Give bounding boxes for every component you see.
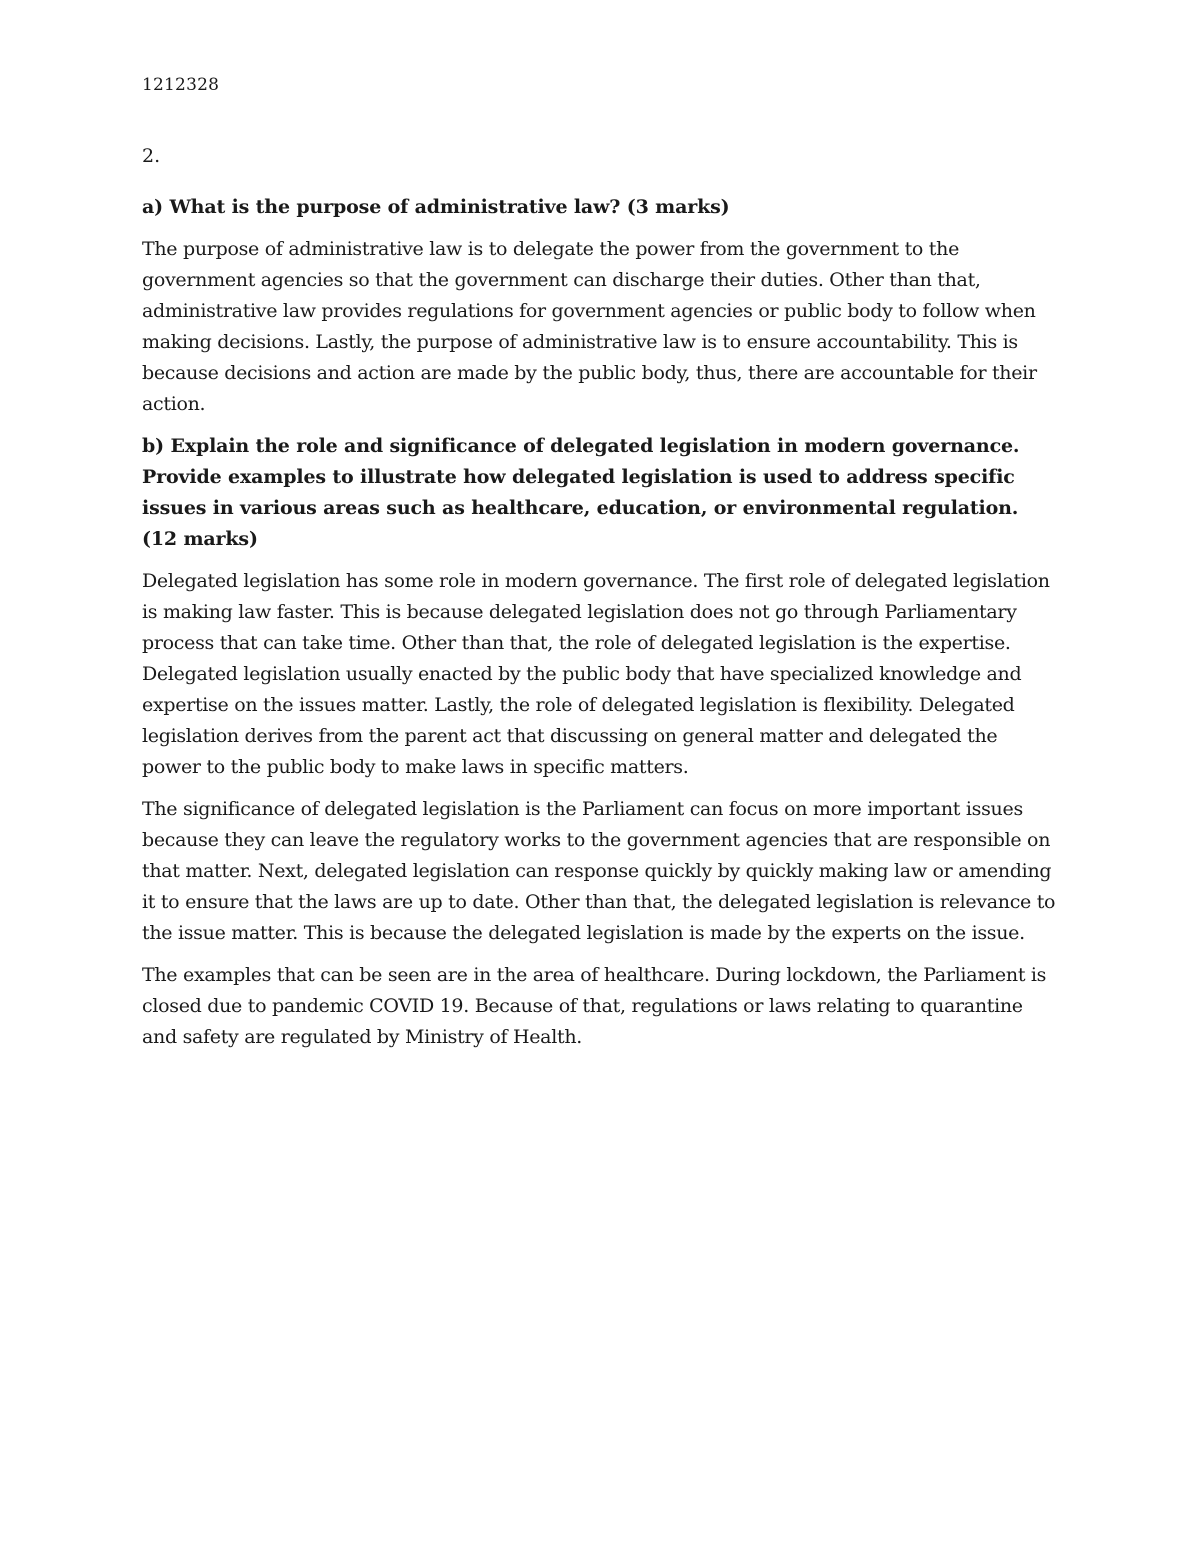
answer-b-paragraph-3: The examples that can be seen are in the area of healthcare. During lockdown, the Parliament is closed due to pandemic COVID 19. Because of that, regulations or laws relating to quarantine and safety are regulated by Ministry of Health. <box>142 964 1047 1048</box>
question-a: a) What is the purpose of administrative law? (3 marks) <box>142 196 730 218</box>
answer-a: The purpose of administrative law is to delegate the power from the government to the government agencies so that the government can discharge their duties. Other than that, administrative law provides regulations for government agencies or public body to follow when making decisions. Lastly, the purpose of administrative law is to ensure accountability. This is because decisions and action are made by the public body, thus, there are accountable for their action. <box>142 238 1037 415</box>
document-body <box>142 143 1057 1064</box>
answer-b-paragraph-1: Delegated legislation has some role in modern governance. The first role of delegated legislation is making law faster. This is because delegated legislation does not go through Parliamentary process that can take time. Other than that, the role of delegated legislation is the expertise. Delegated legislation usually enacted by the public body that have specialized knowledge and expertise on the issues matter. Lastly, the role of delegated legislation is flexibility. Delegated legislation derives from the parent act that discussing on general matter and delegated the power to the public body to make laws in specific matters. <box>142 570 1050 778</box>
question-b: b) Explain the role and significance of delegated legislation in modern governance. Provide examples to illustrate how delegated legislation is used to address specific issues in various areas such as healthcare, education, or environmental regulation. (12 marks) <box>142 435 1020 550</box>
question-number: 2. <box>142 145 161 167</box>
answer-b-paragraph-2: The significance of delegated legislation is the Parliament can focus on more important issues because they can leave the regulatory works to the government agencies that are responsible on that matter. Next, delegated legislation can response quickly by quickly making law or amending it to ensure that the laws are up to date. Other than that, the delegated legislation is relevance to the issue matter. This is because the delegated legislation is made by the experts on the issue. <box>142 798 1056 944</box>
student-id: 1212328 <box>142 75 220 95</box>
